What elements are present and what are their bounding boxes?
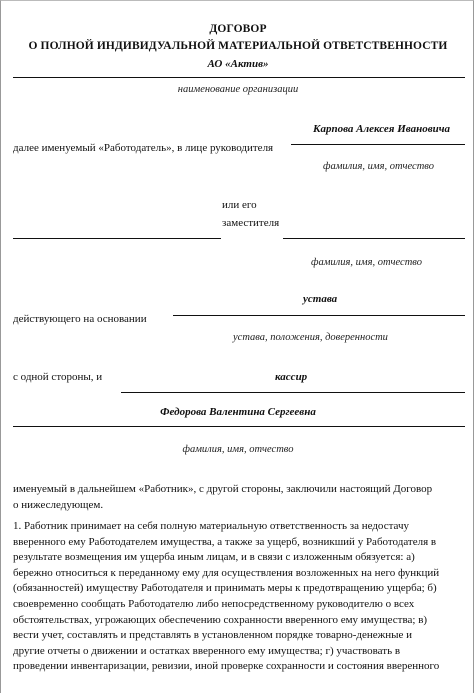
text-line: результате возмещения им ущерба иным лицам, и в связи с изложенным обязуется: а) (13, 551, 415, 564)
text-line: о нижеследующем. (13, 498, 104, 511)
employee-name-caption: фамилия, имя, отчество (182, 444, 294, 455)
head-name-underline (291, 144, 465, 145)
organization-underline (13, 77, 465, 78)
basis-caption: устава, положения, доверенности (233, 332, 388, 343)
basis-label: действующего на основании (13, 313, 147, 325)
contract-title: ДОГОВОР (209, 23, 267, 35)
head-name-caption: фамилия, имя, отчество (323, 161, 434, 172)
text-line: 1. Работник принимает на себя полную материальную ответственность за недостачу (13, 520, 410, 532)
text-line: проведении инвентаризации, ревизии, иной проверке сохранности и состояния вверенного (13, 660, 440, 673)
contract-subtitle: О ПОЛНОЙ ИНДИВИДУАЛЬНОЙ МАТЕРИАЛЬНОЙ ОТВЕТСТВЕННОСТИ (28, 40, 448, 52)
basis-underline (173, 315, 465, 316)
basis-value: устава (303, 293, 338, 305)
or-his-label: или его (222, 199, 257, 211)
text-line: бережно относиться к переданному ему для осуществления возложенных на него функций (13, 566, 440, 579)
employee-name: Федорова Валентина Сергеевна (160, 406, 316, 418)
deputy-label: заместителя (222, 217, 280, 229)
text-line: вверенного ему Работодателем имущества, а также за ущерб, возникший у Работодателя в (13, 535, 437, 548)
employee-name-underline (13, 426, 465, 427)
deputy-underline-left (13, 238, 221, 239)
head-name: Карпова Алексея Ивановича (313, 123, 451, 135)
employee-position: кассир (275, 371, 308, 383)
deputy-caption: фамилия, имя, отчество (311, 257, 422, 268)
organization-name: АО «Актив» (207, 58, 269, 70)
one-side-label: с одной стороны, и (13, 371, 103, 383)
clause-1 (13, 519, 463, 675)
employer-intro: далее именуемый «Работодатель», в лице руководителя (13, 142, 274, 154)
text-line: другие отчеты о движении и остатках вверенного ему имущества; г) участвовать в (13, 644, 401, 657)
text-line: (обязанностей) имуществу Работодателя и принимать меры к предотвращению ущерба; б) (13, 582, 437, 595)
closing-paragraph (13, 482, 463, 513)
position-underline (121, 392, 465, 393)
deputy-underline-right (283, 238, 465, 239)
text-line: обстоятельствах, угрожающих обеспечению сохранности вверенного ему имущества; в) (13, 613, 428, 626)
text-line: вести учет, составлять и представлять в установленном порядке товарно-денежные и (13, 629, 413, 642)
text-line: своевременно сообщать Работодателю либо непосредственному руководителю о всех (13, 597, 415, 610)
organization-caption: наименование организации (177, 84, 299, 95)
text-line: именуемый в дальнейшем «Работник», с другой стороны, заключили настоящий Договор (13, 483, 433, 495)
